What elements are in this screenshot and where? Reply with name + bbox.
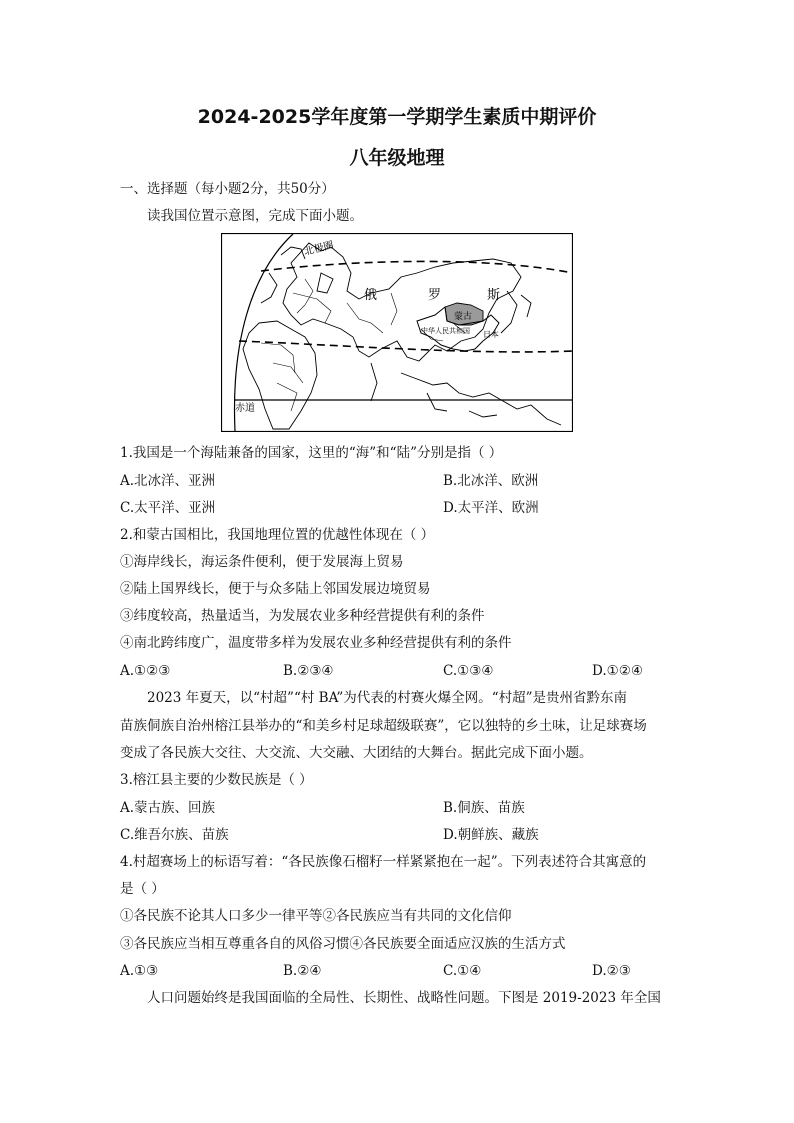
q4-stem-line-2: 是（ ） bbox=[120, 881, 165, 897]
exam-title: 2024-2025学年度第一学期学生素质中期评价 bbox=[197, 106, 597, 128]
russia-label-3: 斯 bbox=[487, 288, 501, 303]
section-intro: 读我国位置示意图，完成下面小题。 bbox=[147, 208, 363, 224]
q2-stem: 2.和蒙古国相比，我国地理位置的优越性体现在（ ） bbox=[120, 527, 435, 543]
japan-label: 日本 bbox=[483, 330, 499, 339]
q4-item-2: ③各民族应当相互尊重各自的风俗习惯④各民族要全面适应汉族的生活方式 bbox=[120, 936, 566, 952]
q2-item-2: ②陆上国界线长，便于与众多陆上邻国发展边境贸易 bbox=[120, 581, 431, 597]
q4-option-a[interactable]: A.①③ bbox=[120, 963, 159, 979]
q1-option-d[interactable]: D.太平洋、欧洲 bbox=[443, 500, 539, 516]
passage3-line: 人口问题始终是我国面临的全局性、长期性、战略性问题。下图是 2019-2023 年全国 bbox=[147, 990, 661, 1006]
russia-label-2: 罗 bbox=[428, 288, 442, 303]
q2-option-b[interactable]: B.②③④ bbox=[283, 663, 334, 679]
q4-option-c[interactable]: C.①④ bbox=[443, 963, 482, 979]
passage-line-2: 苗族侗族自治州榕江县举办的“和美乡村足球超级联赛”，它以独特的乡土味，让足球赛场 bbox=[120, 718, 647, 734]
arctic-circle-label: 北极圈 bbox=[303, 239, 335, 258]
china-location-map bbox=[221, 233, 573, 432]
q2-option-a[interactable]: A.①②③ bbox=[120, 663, 171, 679]
q3-option-d[interactable]: D.朝鲜族、藏族 bbox=[443, 827, 539, 843]
q2-option-d[interactable]: D.①②④ bbox=[592, 663, 643, 679]
passage-line-1: 2023 年夏天，以“村超”“村 BA”为代表的村赛火爆全网。“村超”是贵州省黔东南 bbox=[147, 690, 628, 706]
q1-stem: 1.我国是一个海陆兼备的国家，这里的“海”和“陆”分别是指（ ） bbox=[120, 445, 503, 461]
passage-line-3: 变成了各民族大交往、大交流、大交融、大团结的大舞台。据此完成下面小题。 bbox=[120, 745, 593, 761]
russia-label-1: 俄 bbox=[364, 288, 378, 303]
q4-stem-line-1: 4.村超赛场上的标语写着：“各民族像石榴籽一样紧紧抱在一起”。下列表述符合其寓意的 bbox=[120, 854, 647, 870]
q2-option-c[interactable]: C.①③④ bbox=[443, 663, 494, 679]
q3-stem: 3.榕江县主要的少数民族是（ ） bbox=[120, 772, 313, 788]
section-heading: 一、选择题（每小题2分，共50分） bbox=[120, 181, 335, 197]
q1-option-b[interactable]: B.北冰洋、欧洲 bbox=[443, 473, 539, 489]
q4-option-b[interactable]: B.②④ bbox=[283, 963, 322, 979]
mongolia-label: 蒙古 bbox=[454, 312, 473, 322]
q3-option-a[interactable]: A.蒙古族、回族 bbox=[120, 800, 216, 816]
q3-option-c[interactable]: C.维吾尔族、苗族 bbox=[120, 827, 229, 843]
q1-option-a[interactable]: A.北冰洋、亚洲 bbox=[120, 473, 216, 489]
q1-option-c[interactable]: C.太平洋、亚洲 bbox=[120, 500, 216, 516]
q2-item-3: ③纬度较高，热量适当，为发展农业多种经营提供有利的条件 bbox=[120, 608, 485, 624]
q2-item-1: ①海岸线长，海运条件便利，便于发展海上贸易 bbox=[120, 554, 404, 570]
q2-item-4: ④南北跨纬度广，温度带多样为发展农业多种经营提供有利的条件 bbox=[120, 635, 512, 651]
q3-option-b[interactable]: B.侗族、苗族 bbox=[443, 800, 525, 816]
china-label: 中华人民共和国 bbox=[421, 327, 470, 335]
q4-item-1: ①各民族不论其人口多少一律平等②各民族应当有共同的文化信仰 bbox=[120, 908, 512, 924]
exam-subtitle: 八年级地理 bbox=[349, 147, 445, 169]
equator-label: 赤道 bbox=[235, 403, 255, 414]
q4-option-d[interactable]: D.②③ bbox=[592, 963, 631, 979]
